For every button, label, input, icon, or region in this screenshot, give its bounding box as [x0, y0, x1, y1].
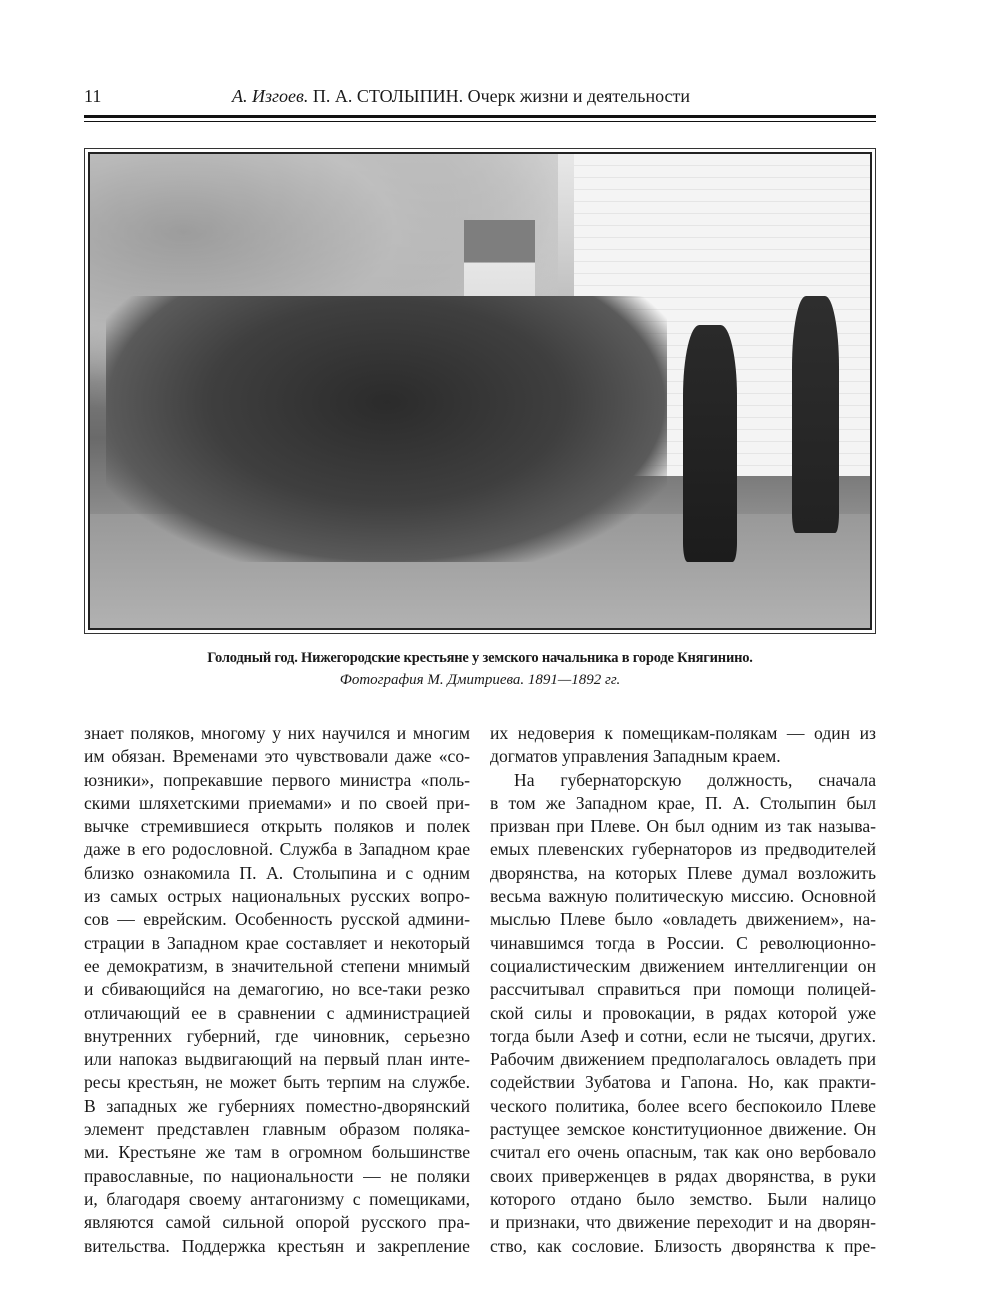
text-line: ресы крестьян, не может быть терпим на службе. [84, 1072, 470, 1093]
text-line: и, благодаря своему антагонизму с помещиками, [84, 1188, 470, 1209]
figure-frame [84, 148, 876, 634]
text-line: знает поляков, многому у них научился и многим [84, 723, 470, 743]
text-line: емых плевенских губернаторов из предводителей [490, 839, 876, 860]
text-line: в том же Западном крае, П. А. Столыпин был [490, 792, 876, 813]
text-line: мыслью Плеве было «овладеть движением», на- [490, 909, 876, 930]
text-line: из самых острых национальных русских вопро- [84, 886, 470, 907]
text-line: содействии Зубатова и Гапона. Но, как практи- [490, 1072, 876, 1093]
text-line: тогда были Азеф и сотни, если не тысячи, других. [490, 1025, 876, 1046]
text-line: сов — еврейским. Особенность русской админи- [84, 909, 470, 930]
figure-photograph [88, 152, 872, 630]
text-line: вычке стремившиеся открыть поляков и полек [84, 816, 470, 837]
text-line: и сбивающийся на демагогию, но все-таки резко [84, 979, 470, 1000]
header-rule-thick [84, 115, 876, 118]
photo-crowd [106, 296, 668, 561]
text-line: страции в Западном крае составляет и некоторый [84, 932, 470, 953]
text-line: На губернаторскую должность, сначала [514, 769, 876, 790]
text-line: элемент представлен главным образом поляка- [84, 1119, 470, 1140]
text-line: растущее земское конституционное движение. Он [490, 1119, 876, 1140]
text-line: считал его очень опасным, так как оно вербовало [490, 1142, 876, 1163]
figure-caption [84, 647, 876, 691]
photo-official [683, 325, 738, 562]
text-line: которого отдано было земство. Были налицо [490, 1188, 876, 1209]
text-line: или напоказ выдвигающий на первый план инте- [84, 1049, 470, 1070]
text-line: скими шляхетскими приемами» и по своей при- [84, 792, 470, 813]
text-line: рассчитывал справиться при помощи полицей- [490, 979, 876, 1000]
text-line: являются самой сильной опорой русского пра- [84, 1212, 470, 1233]
text-line: и признаки, что движение переходит и на дворян- [490, 1212, 876, 1233]
text-line: ческого политика, более всего беспокоило Плеве [490, 1095, 876, 1116]
text-line: Рабочим движением предполагалось овладеть при [490, 1049, 876, 1070]
text-line: чинавшимся тогда в России. С революционно- [490, 932, 876, 953]
text-line: внутренних губерний, где чиновник, серьезно [84, 1025, 470, 1046]
text-line: ми. Крестьяне же там в огромном большинстве [84, 1142, 470, 1163]
text-line: В западных же губерниях поместно-дворянский [84, 1095, 470, 1116]
text-line: ской силы и провокации, в рядах которой уже [490, 1002, 876, 1023]
text-column-right [490, 722, 876, 1258]
page-number: 11 [84, 86, 102, 106]
text-line: весьма важную политическую миссию. Основной [490, 886, 876, 907]
photo-clerk [792, 296, 839, 533]
text-line: близко ознакомила П. А. Столыпина и с одним [84, 862, 470, 883]
text-line: ее демократизм, в значительной степени мнимый [84, 955, 470, 976]
text-line: их недоверия к помещикам-полякам — один из [490, 723, 876, 743]
text-line: отличающий ее в сравнении с администрацией [84, 1002, 470, 1023]
caption-credit: Фотография М. Дмитриева. 1891—1892 гг. [339, 672, 621, 688]
running-title-author: А. Изгоев. [232, 86, 309, 106]
text-line: православные, по национальности — не поляки [84, 1165, 470, 1186]
header-rule-thin [84, 121, 876, 122]
caption-title: Голодный год. Нижегородские крестьяне у земского начальника в городе Княгинино. [207, 650, 753, 666]
running-header [84, 84, 876, 114]
text-line: юзники», попрекавшие первого министра «поль- [84, 769, 470, 790]
text-line: ство, как сословие. Близость дворянства к пре- [490, 1235, 876, 1256]
text-line: дворянства, на которых Плеве думал возложить [490, 862, 876, 883]
running-title [232, 86, 690, 107]
text-line: догматов управления Западным краем. [490, 746, 781, 767]
text-line: им обязан. Временами это чувствовали даже «со- [84, 746, 470, 767]
text-line: своих приверженцев в рядах дворянства, в руки [490, 1165, 876, 1186]
text-column-left [84, 722, 470, 1258]
text-line: вительства. Поддержка крестьян и закрепление [84, 1235, 470, 1256]
text-line: даже в его родословной. Служба в Западном крае [84, 839, 470, 860]
text-line: призван при Плеве. Он был одним из так называ- [490, 816, 876, 837]
running-title-text: П. А. СТОЛЫПИН. Очерк жизни и деятельности [312, 86, 691, 106]
text-line: социалистическим движением интеллигенции он [490, 955, 876, 976]
